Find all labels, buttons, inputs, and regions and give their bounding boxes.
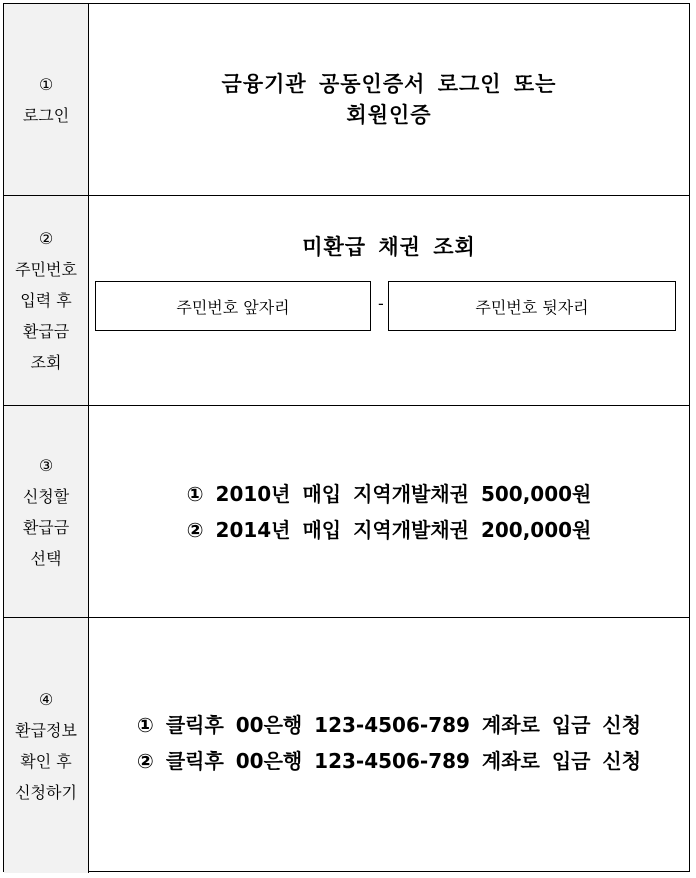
procedure-table — [3, 3, 690, 872]
step-3-content — [89, 406, 689, 617]
step-1-label-text: 로그인 — [22, 105, 70, 125]
step-3-row — [4, 406, 689, 618]
step-3-label-line-2: 환급금 — [22, 517, 70, 537]
step-4-label-line-3: 신청하기 — [15, 782, 77, 802]
login-title-line-1: 금융기관 공동인증서 로그인 또는 — [221, 71, 557, 96]
step-3-label-line-1: 신청할 — [22, 486, 70, 506]
unrefunded-bond-title: 미환급 채권 조회 — [302, 235, 476, 259]
step-2-label-line-3: 환급금 — [22, 322, 70, 341]
step-2-content — [89, 196, 689, 405]
step-2-number: ② — [38, 229, 54, 248]
step-4-label-line-1: 환급정보 — [15, 720, 77, 740]
step-1-label — [4, 4, 89, 195]
refund-option-2[interactable]: ② 2014년 매입 지역개발채권 200,000원 — [186, 517, 592, 542]
step-2-label — [4, 196, 89, 405]
resident-number-front-input[interactable]: 주민번호 앞자리 — [95, 281, 371, 331]
step-4-row — [4, 618, 689, 873]
step-3-label-line-3: 선택 — [30, 548, 62, 568]
refund-option-1[interactable]: ① 2010년 매입 지역개발채권 500,000원 — [186, 481, 592, 506]
step-4-label — [4, 618, 89, 873]
resident-number-separator: - — [378, 294, 384, 313]
deposit-request-1[interactable]: ① 클릭후 00은행 123-4506-789 계좌로 입금 신청 — [136, 712, 642, 737]
step-4-number: ④ — [38, 689, 54, 709]
step-1-row — [4, 4, 689, 196]
step-4-content — [89, 618, 689, 873]
login-title-line-2: 회원인증 — [346, 102, 432, 127]
step-1-content — [89, 4, 689, 195]
step-4-label-line-2: 확인 후 — [20, 751, 72, 771]
deposit-request-2[interactable]: ② 클릭후 00은행 123-4506-789 계좌로 입금 신청 — [136, 748, 642, 773]
step-2-label-line-2: 입력 후 — [20, 291, 72, 310]
step-3-number: ③ — [38, 455, 54, 475]
step-1-number: ① — [38, 74, 54, 94]
resident-number-back-input[interactable]: 주민번호 뒷자리 — [388, 281, 676, 331]
step-2-label-line-1: 주민번호 — [15, 260, 77, 279]
step-2-row — [4, 196, 689, 406]
step-2-label-line-4: 조회 — [30, 353, 62, 372]
step-3-label — [4, 406, 89, 617]
